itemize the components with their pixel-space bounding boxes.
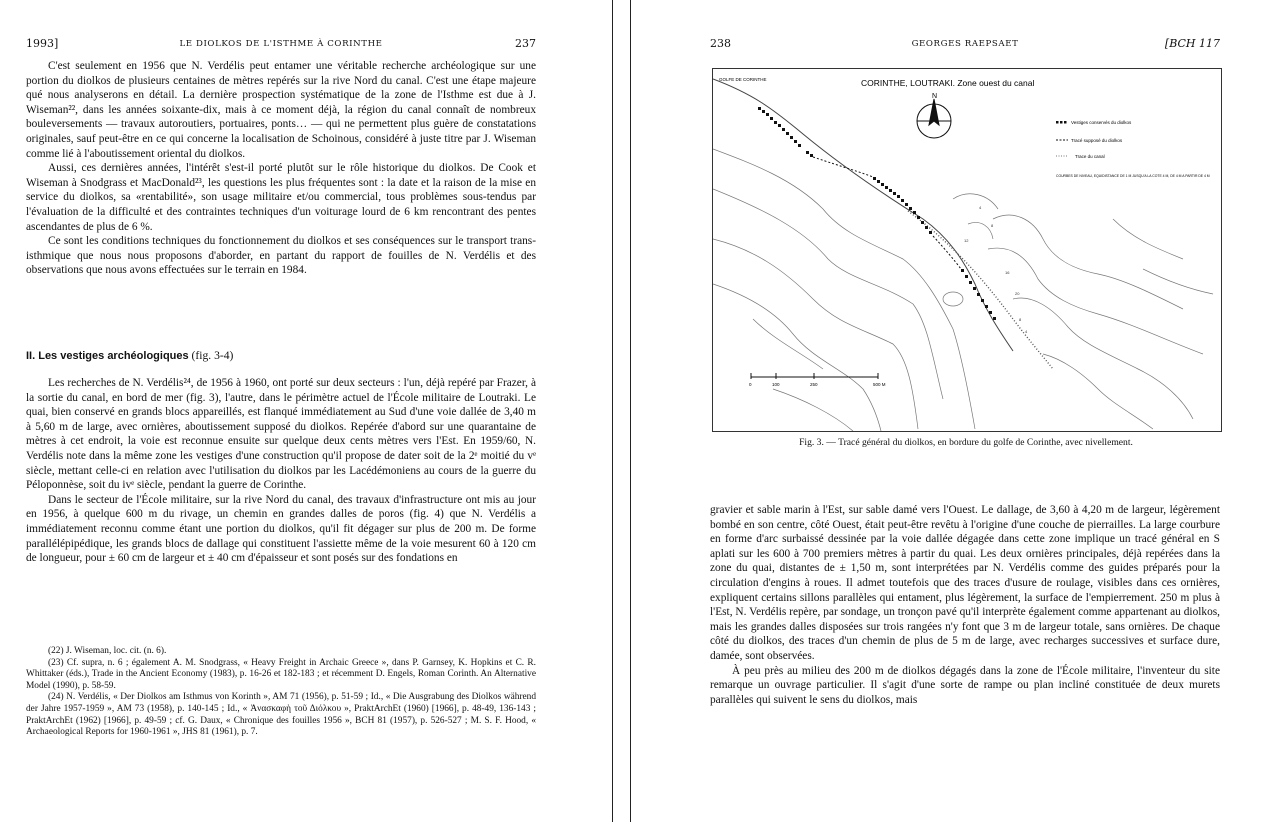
- page-gutter: [612, 0, 632, 822]
- contour-label: 4: [1025, 329, 1028, 334]
- gutter-rule-left: [612, 0, 613, 822]
- section-heading-label: II. Les vestiges archéologiques: [26, 350, 189, 362]
- section-heading: [26, 349, 233, 362]
- header-page-number: 238: [710, 37, 731, 50]
- header-journal: [BCH 117: [1164, 37, 1220, 50]
- contour-label: 16: [1005, 270, 1010, 275]
- paragraph: Dans le secteur de l'École militaire, sur la rive Nord du canal, des travaux d'infrastructure ont mis au jour en 1956, à quelque 600 m du rivage, un chemin en grandes dalles de poros (fig. 4) que N. Verdélis a immédiatement reconnu comme étant une portion du diolkos, qu'il fit dégager sur plus de 200 m. De forme parallélépipédique, les grands blocs de dallage qui constituent l'assiette même de la voie mesurent 60 à 120 cm de longueur, pour ± 60 cm de largeur et ± 40 cm d'épaisseur et sont posés sur des fondations en: [26, 493, 536, 565]
- contour-label: 8: [1019, 317, 1022, 322]
- scale-label: 0: [749, 382, 752, 387]
- contour-label: 12: [964, 238, 969, 243]
- legend-supposed: Tracé supposé du diolkos: [1071, 138, 1123, 143]
- scale-label: 100: [772, 382, 780, 387]
- gulf-label: GOLFE DE CORINTHE: [719, 77, 767, 82]
- scale-bar: [751, 373, 878, 379]
- gutter-rule-right: [630, 0, 631, 822]
- footnote: (22) J. Wiseman, loc. cit. (n. 6).: [48, 646, 167, 656]
- figure-caption: Fig. 3. — Tracé général du diolkos, en bordure du golfe de Corinthe, avec nivellement.: [799, 437, 1133, 448]
- footnotes: [26, 646, 536, 739]
- scale-label: 250: [810, 382, 818, 387]
- header-page-number: 237: [515, 37, 536, 50]
- footnote: (23) Cf. supra, n. 6 ; également A. M. Snodgrass, « Heavy Freight in Archaic Greece », dans P. Garnsey, K. Hopkins et C. R. Whittaker (éds.), Trade in the Ancient Economy (1983), p. 16-26 et 182-183 ; et récemment D. Engels, Roman Corinth. An Alternative Model (1990), p. 58-59.: [26, 657, 536, 691]
- section-heading-ref: (fig. 3-4): [191, 349, 234, 362]
- figure-map: [712, 68, 1222, 432]
- right-body: [710, 503, 1220, 707]
- paragraph: Aussi, ces dernières années, l'intérêt s'est-il porté plutôt sur le rôle historique du diolkos. De Cook et Wiseman à Snodgrass et MacDonald²³, les questions les plus fréquentes sont : la date et la raison de la mise en service du diolkos, sa «rentabilité», son usage militaire et/ou commercial, tous problèmes sous-tendus par l'évaluation de la difficulté et des contraintes techniques d'un voiturage lourd de 6 km rencontrant des pentes ascendantes de plus de 6 %.: [26, 162, 536, 233]
- paragraph: Ce sont les conditions techniques du fonctionnement du diolkos et ses conséquences sur le transport trans-isthmique que nous nous proposons d'aborder, en partant du rapport de fouilles de N. Verdélis et des observations que nous avons effectuées sur le terrain en 1984.: [26, 235, 536, 277]
- right-page: [632, 0, 1265, 822]
- north-label: N: [932, 93, 938, 100]
- contour-label: 8: [991, 223, 994, 228]
- legend-canal: Trace du canal: [1075, 154, 1105, 159]
- map-legend: [1056, 120, 1210, 178]
- contour-label: 4: [979, 205, 982, 210]
- left-body-section: [26, 376, 536, 566]
- footnote: (24) N. Verdélis, « Der Diolkos am Isthmus von Korinth », AM 71 (1956), p. 51-59 ; Id., « Die Ausgrabung des Diolkos während der Jahre 1957-1959 », AM 73 (1958), p. 140-145 ; Id., « Ἀνασκαφὴ τοῦ Διόλκου », PraktArchEt (1960) [1966], p. 48-49, 136-143 ; PraktArchEt (1962) [1966], p. 49-59 ; cf. G. Daux, « Chronique des fouilles 1956 », BCH 81 (1957), p. 526-527 ; M. S. F. Hood, « Archaeological Reports for 1960-1961 », JHS 81 (1961), p. 7.: [26, 692, 536, 738]
- paragraph: Les recherches de N. Verdélis²⁴, de 1956 à 1960, ont porté sur deux secteurs : l'un, déjà repéré par Frazer, à la sortie du canal, en bord de mer (fig. 3), l'autre, dans le périmètre actuel de l'École militaire de Loutraki. Le quai, bien conservé en grands blocs appareillés, est flanqué immédiatement au Sud d'une voie dallée de 3,40 m à 5,60 m de large, avec ornières, aboutissement supposé du diolkos. Repérée d'abord sur une quarantaine de mètres à cet endroit, la voie est reconnue ensuite sur quelque deux cents mètres vers l'Est. En 1959/60, N. Verdélis note dans la même zone les vestiges d'une construction qu'il propose de dater soit de la 2ᵉ moitié du vᵉ siècle, mettant celle-ci en relation avec l'utilisation du diolkos par les Lacédémoniens au cours de la guerre du Péloponnèse, soit du ivᵉ siècle, pendant la guerre de Corinthe.: [26, 377, 536, 492]
- scale-label: 500 M: [873, 382, 886, 387]
- legend-contours: COURBES DE NIVEAU, EQUIDISTANCE DE 1 M JUSQU'A LA COTE 4 M, DE 4 M A PARTIR DE 4 M: [1056, 174, 1210, 178]
- contour-label: 20: [1015, 291, 1020, 296]
- left-page: [0, 0, 612, 822]
- header-author: GEORGES RAEPSAET: [911, 39, 1019, 49]
- header-year: 1993]: [26, 37, 59, 50]
- legend-preserved: Vestiges conservés du diolkos: [1071, 120, 1132, 125]
- paragraph: gravier et sable marin à l'Est, sur sable damé vers l'Ouest. Le dallage, de 3,60 à 4,20 m de largeur, légèrement bombé en son centre, côté Ouest, était peut-être revêtu à l'origine d'une couche de pierrailles. La large courbure en forme d'arc surbaissé dessinée par la voie dallée dégagée dans cette zone implique un tracé général en S aplati sur les 600 à 700 premiers mètres à partir du quai. Les deux ornières principales, déjà repérées dans la zone du quai, distantes de ± 1,50 m, sont interprétées par N. Verdélis comme des guides préparés pour la circulation d'engins à roues. Il admet toutefois que des traces d'usure de roulage, visibles dans ces ornières, expliquent certains sillons parallèles qui entament, plus légèrement, la surface de l'empierrement. 250 m plus à l'Est, N. Verdélis repère, par sondage, un tronçon pavé qu'il interprète également comme appartenant au diolkos, mais les grandes dalles disposées sur trois rangées n'y font que 3 m de largeur totale, sans ornières. De chaque côté du diolkos, des traces d'un chemin de plus de 5 m de large, avec recharges successives et surface dure, damée, sont observées.: [710, 504, 1220, 662]
- paragraph: C'est seulement en 1956 que N. Verdélis peut entamer une véritable recherche archéologique sur une portion du diolkos de plusieurs centaines de mètres repérés sur la rive Nord du canal. C'est une étape majeure qué nous analyserons en détail. La dernière prospection systématique de la zone de l'Isthme est due à J. Wiseman²², dans les années soixante-dix, mais à ce moment déjà, la région du canal connaît de nombreux bouleversements — travaux autoroutiers, portuaires, ponts… — qui ne permettent plus guère de constatations originales, sauf peut-être en ce qui concerne la localisation de Schoinous, considéré à juste titre par J. Wiseman comme lié à l'aboutissement oriental du diolkos.: [26, 60, 536, 160]
- paragraph: À peu près au milieu des 200 m de diolkos dégagés dans la zone de l'École militaire, l'inventeur du site remarque un ouvrage particulier. Il s'agit d'une sorte de rampe ou plan incliné constituée de deux murets parallèles qui suivent le sens du diolkos, mais: [710, 664, 1220, 706]
- left-body-intro: [26, 59, 536, 278]
- figure-title: CORINTHE, LOUTRAKI. Zone ouest du canal: [861, 78, 1035, 88]
- header-title: LE DIOLKOS DE L'ISTHME À CORINTHE: [179, 39, 383, 49]
- map-drawing: [713, 69, 1221, 431]
